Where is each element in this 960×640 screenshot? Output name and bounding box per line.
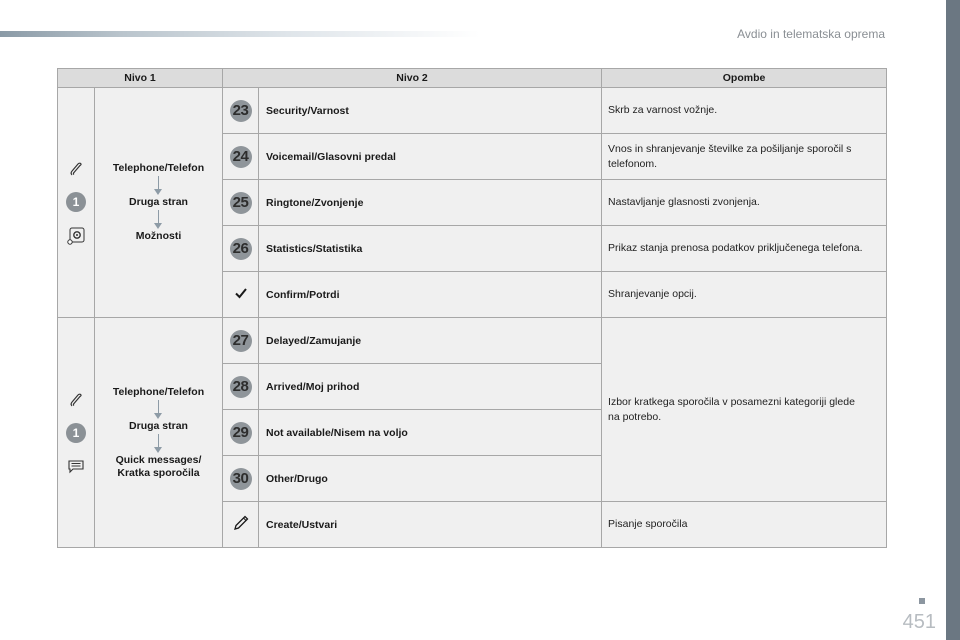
step-number-badge: 1 — [66, 423, 86, 443]
ref-number-badge: 24 — [230, 146, 252, 168]
badge-cell — [223, 318, 259, 364]
badge-cell — [223, 226, 259, 272]
option-note: Pisanje sporočila — [602, 502, 887, 548]
pencil-icon — [233, 515, 249, 531]
menu-table — [57, 68, 887, 548]
ref-number-badge: 23 — [230, 100, 252, 122]
menu-item-quick-messages: Quick messages/ — [115, 453, 202, 466]
settings-gear-icon — [67, 227, 85, 245]
option-label: Security/Varnost — [259, 88, 602, 134]
table-row — [58, 318, 887, 364]
down-arrow-icon — [158, 434, 159, 448]
menu-item-telephone: Telephone/Telefon — [112, 162, 205, 174]
menu-item-telephone: Telephone/Telefon — [112, 385, 205, 398]
header-gradient-bar — [0, 31, 480, 37]
ref-number-badge: 27 — [230, 330, 252, 352]
level1-icons-cell — [58, 318, 95, 548]
step-number-badge: 1 — [66, 192, 86, 212]
option-label: Not available/Nisem na voljo — [259, 410, 602, 456]
option-label: Other/Drugo — [259, 456, 602, 502]
ref-number-badge: 29 — [230, 422, 252, 444]
side-band — [946, 0, 960, 640]
level1-menu-path — [95, 318, 223, 548]
badge-cell — [223, 88, 259, 134]
badge-cell — [223, 134, 259, 180]
down-arrow-icon — [158, 400, 159, 414]
badge-cell — [223, 410, 259, 456]
column-header-level2: Nivo 2 — [223, 69, 602, 88]
option-note: Vnos in shranjevanje številke za pošiljanje sporočil s telefonom. — [602, 134, 887, 180]
menu-item-druga-stran: Druga stran — [129, 419, 188, 432]
ref-number-badge: 28 — [230, 376, 252, 398]
down-arrow-icon — [158, 210, 159, 224]
shared-option-note: Izbor kratkega sporočila v posamezni kategoriji glede na potrebo. — [602, 318, 887, 502]
option-label: Ringtone/Zvonjenje — [259, 180, 602, 226]
badge-cell — [223, 502, 259, 548]
checkmark-icon — [235, 287, 247, 299]
badge-cell — [223, 364, 259, 410]
column-header-notes: Opombe — [602, 69, 887, 88]
section-title: Avdio in telematska oprema — [737, 27, 885, 41]
table-row — [58, 88, 887, 134]
column-header-level1: Nivo 1 — [58, 69, 223, 88]
level1-icons-cell — [58, 88, 95, 318]
option-label: Voicemail/Glasovni predal — [259, 134, 602, 180]
option-note: Nastavljanje glasnosti zvonjenja. — [602, 180, 887, 226]
option-label: Create/Ustvari — [259, 502, 602, 548]
option-label: Arrived/Moj prihod — [259, 364, 602, 410]
menu-item-kratka-sporocila: Kratka sporočila — [117, 466, 200, 479]
ref-number-badge: 30 — [230, 468, 252, 490]
ref-number-badge: 25 — [230, 192, 252, 214]
page-marker — [919, 598, 925, 604]
menu-item-druga-stran: Druga stran — [129, 196, 188, 208]
down-arrow-icon — [158, 176, 159, 190]
message-bubble-icon — [67, 458, 85, 474]
badge-cell — [223, 272, 259, 318]
option-note: Shranjevanje opcij. — [602, 272, 887, 318]
menu-item-moznosti: Možnosti — [135, 230, 182, 242]
ref-number-badge: 26 — [230, 238, 252, 260]
option-note: Prikaz stanja prenosa podatkov priključenega telefona. — [602, 226, 887, 272]
table-header-row — [58, 69, 887, 88]
badge-cell — [223, 456, 259, 502]
page-number: 451 — [902, 611, 936, 633]
badge-cell — [223, 180, 259, 226]
option-label: Confirm/Potrdi — [259, 272, 602, 318]
phone-handset-icon — [69, 392, 83, 408]
level1-menu-path — [95, 88, 223, 318]
option-label: Delayed/Zamujanje — [259, 318, 602, 364]
phone-handset-icon — [69, 161, 83, 177]
option-label: Statistics/Statistika — [259, 226, 602, 272]
option-note: Skrb za varnost vožnje. — [602, 88, 887, 134]
